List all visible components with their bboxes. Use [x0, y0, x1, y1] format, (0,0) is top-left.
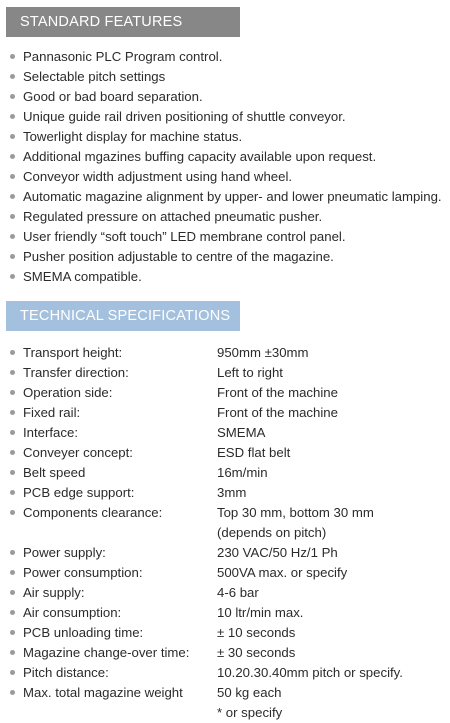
bullet-icon — [10, 54, 15, 59]
spec-value: Left to right — [217, 365, 283, 380]
bullet-icon — [10, 74, 15, 79]
bullet-icon — [10, 450, 15, 455]
bullet-icon — [10, 174, 15, 179]
bullet-icon — [10, 470, 15, 475]
bullet-icon — [10, 410, 15, 415]
spec-value: 3mm — [217, 485, 247, 500]
feature-text: Additional mgazines buffing capacity available upon request. — [23, 149, 377, 164]
spec-value: Top 30 mm, bottom 30 mm — [217, 505, 374, 520]
spec-label: Power supply: — [23, 545, 106, 560]
spec-value: 10 ltr/min max. — [217, 605, 304, 620]
spec-label: Transfer direction: — [23, 365, 129, 380]
bullet-icon — [10, 254, 15, 259]
bullet-icon — [10, 690, 15, 695]
bullet-icon — [10, 154, 15, 159]
spec-value: Front of the machine — [217, 405, 338, 420]
spec-label: Magazine change-over time: — [23, 645, 190, 660]
bullet-icon — [10, 430, 15, 435]
bullet-icon — [10, 630, 15, 635]
spec-label: Conveyer concept: — [23, 445, 133, 460]
bullet-icon — [10, 490, 15, 495]
spec-label: PCB unloading time: — [23, 625, 144, 640]
bullet-icon — [10, 590, 15, 595]
feature-text: Towerlight display for machine status. — [23, 129, 243, 144]
bullet-icon — [10, 94, 15, 99]
feature-text: Automatic magazine alignment by upper- and lower pneumatic lamping. — [23, 189, 442, 204]
bullet-icon — [10, 134, 15, 139]
feature-text: Unique guide rail driven positioning of shuttle conveyor. — [23, 109, 346, 124]
feature-text: Selectable pitch settings — [23, 69, 166, 84]
bullet-icon — [10, 214, 15, 219]
feature-text: Good or bad board separation. — [23, 89, 203, 104]
spec-label: Interface: — [23, 425, 78, 440]
spec-value: ESD flat belt — [217, 445, 291, 460]
feature-text: Conveyor width adjustment using hand wheel. — [23, 169, 293, 184]
spec-label: Air supply: — [23, 585, 85, 600]
spec-value: 4-6 bar — [217, 585, 259, 600]
spec-label: Operation side: — [23, 385, 113, 400]
spec-value: Front of the machine — [217, 385, 338, 400]
bullet-icon — [10, 370, 15, 375]
bullet-icon — [10, 114, 15, 119]
spec-label: Belt speed — [23, 465, 86, 480]
bullet-icon — [10, 670, 15, 675]
bullet-icon — [10, 390, 15, 395]
feature-text: Regulated pressure on attached pneumatic pusher. — [23, 209, 323, 224]
spec-label: PCB edge support: — [23, 485, 135, 500]
bullet-icon — [10, 194, 15, 199]
spec-label: Fixed rail: — [23, 405, 81, 420]
spec-value: 50 kg each — [217, 685, 282, 700]
bullet-icon — [10, 570, 15, 575]
bullet-icon — [10, 350, 15, 355]
spec-value: 230 VAC/50 Hz/1 Ph — [217, 545, 338, 560]
bullet-icon — [10, 550, 15, 555]
bullet-icon — [10, 274, 15, 279]
spec-value: 950mm ±30mm — [217, 345, 309, 360]
spec-value: SMEMA — [217, 425, 266, 440]
feature-text: Pusher position adjustable to centre of the magazine. — [23, 249, 334, 264]
spec-value: 16m/min — [217, 465, 268, 480]
bullet-icon — [10, 510, 15, 515]
spec-label: Max. total magazine weight — [23, 685, 183, 700]
spec-label: Pitch distance: — [23, 665, 109, 680]
technical-specifications-header — [6, 301, 240, 331]
spec-label: Components clearance: — [23, 505, 163, 520]
technical-specifications-title: TECHNICAL SPECIFICATIONS — [20, 308, 231, 324]
spec-value: 10.20.30.40mm pitch or specify. — [217, 665, 403, 680]
spec-value-note: (depends on pitch) — [217, 525, 327, 540]
standard-features-title: STANDARD FEATURES — [20, 14, 183, 30]
standard-features-header — [6, 7, 240, 37]
bullet-icon — [10, 650, 15, 655]
feature-text: SMEMA compatible. — [23, 269, 142, 284]
spec-value: ± 10 seconds — [217, 625, 296, 640]
spec-value: 500VA max. or specify — [217, 565, 348, 580]
spec-label: Power consumption: — [23, 565, 143, 580]
bullet-icon — [10, 610, 15, 615]
bullet-icon — [10, 234, 15, 239]
spec-label: Transport height: — [23, 345, 123, 360]
feature-text: Pannasonic PLC Program control. — [23, 49, 223, 64]
feature-text: User friendly “soft touch” LED membrane control panel. — [23, 229, 346, 244]
spec-value-note: * or specify — [217, 705, 283, 720]
spec-value: ± 30 seconds — [217, 645, 296, 660]
spec-label: Air consumption: — [23, 605, 122, 620]
